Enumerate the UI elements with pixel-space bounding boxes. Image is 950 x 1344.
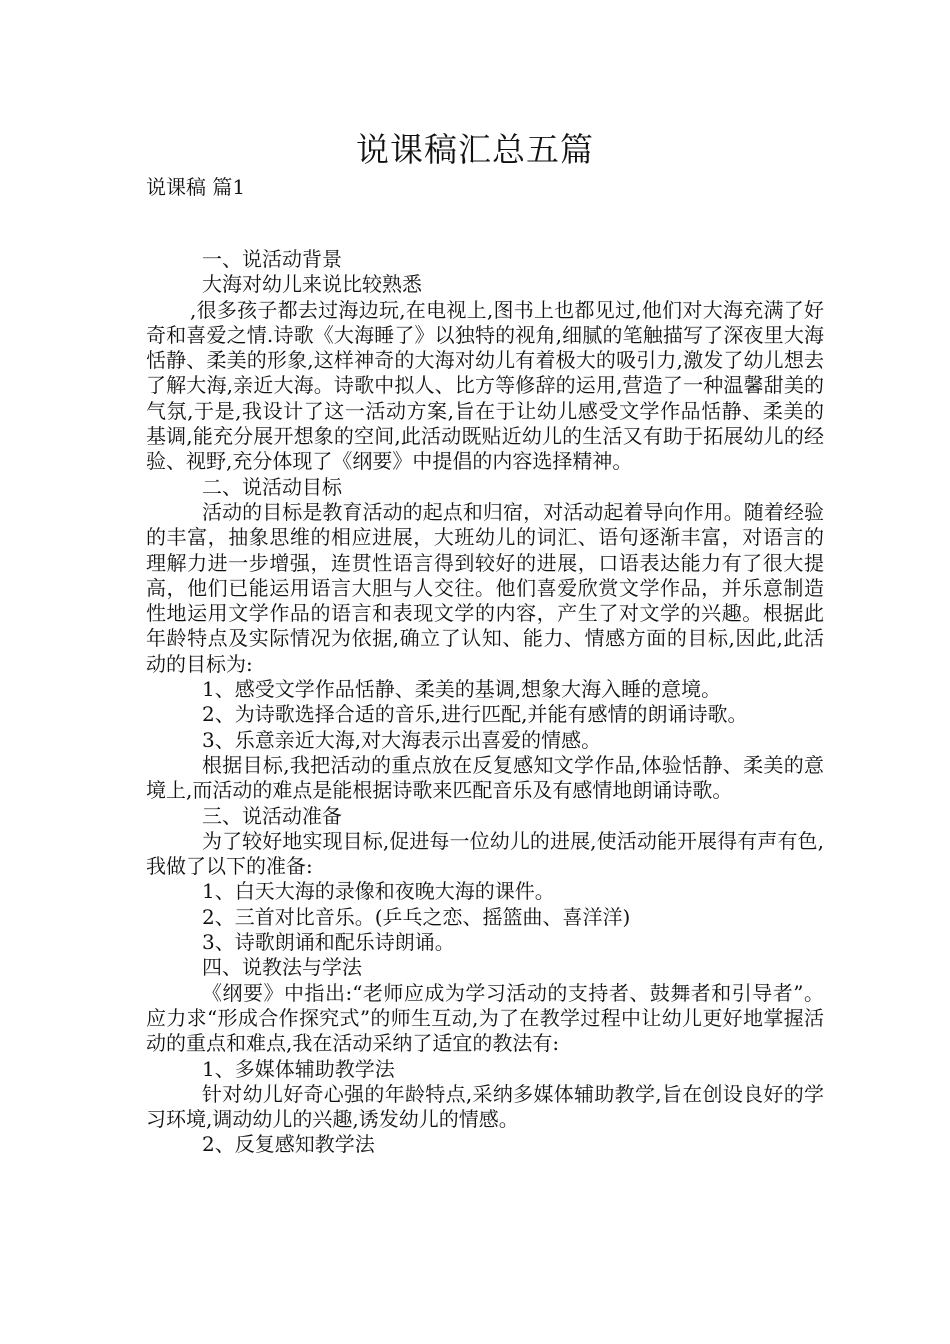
paragraph: 1、感受文学作品恬静、柔美的基调,想象大海入睡的意境。: [202, 677, 722, 702]
paragraph: 1、多媒体辅助教学法: [202, 1056, 395, 1081]
paragraph: 针对幼儿好奇心强的年龄特点,采纳多媒体辅助教学,旨在创设良好的学习环境,调动幼儿的兴趣,诱发幼儿的情感。: [146, 1081, 824, 1132]
document-subtitle: 说课稿 篇1: [146, 175, 246, 199]
paragraph: ,很多孩子都去过海边玩,在电视上,图书上也都见过,他们对大海充满了好奇和喜爱之情.诗歌《大海睡了》以独特的视角,细腻的笔触描写了深夜里大海恬静、柔美的形象,这样神奇的大海对幼儿有着极大的吸引力,激发了幼儿想去了解大海,亲近大海。诗歌中拟人、比方等修辞的运用,营造了一种温馨甜美的气氛,于是,我设计了这一活动方案,旨在于让幼儿感受文学作品恬静、柔美的基调,能充分展开想象的空间,此活动既贴近幼儿的生活又有助于拓展幼儿的经验、视野,充分体现了《纲要》中提倡的内容选择精神。: [146, 297, 824, 474]
paragraph: 活动的目标是教育活动的起点和归宿，对活动起着导向作用。随着经验的丰富，抽象思维的相应进展，大班幼儿的词汇、语句逐渐丰富，对语言的理解力进一步增强，连贯性语言得到较好的进展，口语表达能力有了很大提高，他们已能运用语言大胆与人交往。他们喜爱欣赏文学作品，并乐意制造性地运用文学作品的语言和表现文学的内容，产生了对文学的兴趣。根据此年龄特点及实际情况为依据,确立了认知、能力、情感方面的目标,因此,此活动的目标为:: [146, 499, 824, 676]
paragraph: 3、乐意亲近大海,对大海表示出喜爱的情感。: [202, 727, 602, 752]
paragraph: 一、说活动背景: [202, 247, 342, 271]
paragraph: 根据目标,我把活动的重点放在反复感知文学作品,体验恬静、柔美的意境上,而活动的难点是能根据诗歌来匹配音乐及有感情地朗诵诗歌。: [146, 752, 824, 803]
paragraph: 3、诗歌朗诵和配乐诗朗诵。: [202, 930, 455, 955]
paragraph: 2、反复感知教学法: [202, 1132, 375, 1157]
paragraph: 四、说教法与学法: [202, 955, 362, 980]
paragraph: 《纲要》中指出:“老师应成为学习活动的支持者、鼓舞者和引导者”。应力求“形成合作探究式”的师生互动,为了在教学过程中让幼儿更好地掌握活动的重点和难点,我在活动采纳了适宜的教法有:: [146, 980, 824, 1056]
paragraph: 2、三首对比音乐。(乒乓之恋、摇篮曲、喜洋洋): [202, 904, 631, 929]
paragraph: 三、说活动准备: [202, 803, 342, 828]
paragraph: 二、说活动目标: [202, 474, 342, 499]
document-title: 说课稿汇总五篇: [356, 130, 594, 169]
paragraph: 为了较好地实现目标,促进每一位幼儿的进展,使活动能开展得有声有色,我做了以下的准备:: [146, 828, 824, 879]
paragraph: 大海对幼儿来说比较熟悉: [202, 272, 422, 297]
document-body: [146, 247, 824, 1158]
paragraph: 2、为诗歌选择合适的音乐,进行匹配,并能有感情的朗诵诗歌。: [202, 702, 748, 727]
paragraph: 1、白天大海的录像和夜晚大海的课件。: [202, 879, 555, 904]
